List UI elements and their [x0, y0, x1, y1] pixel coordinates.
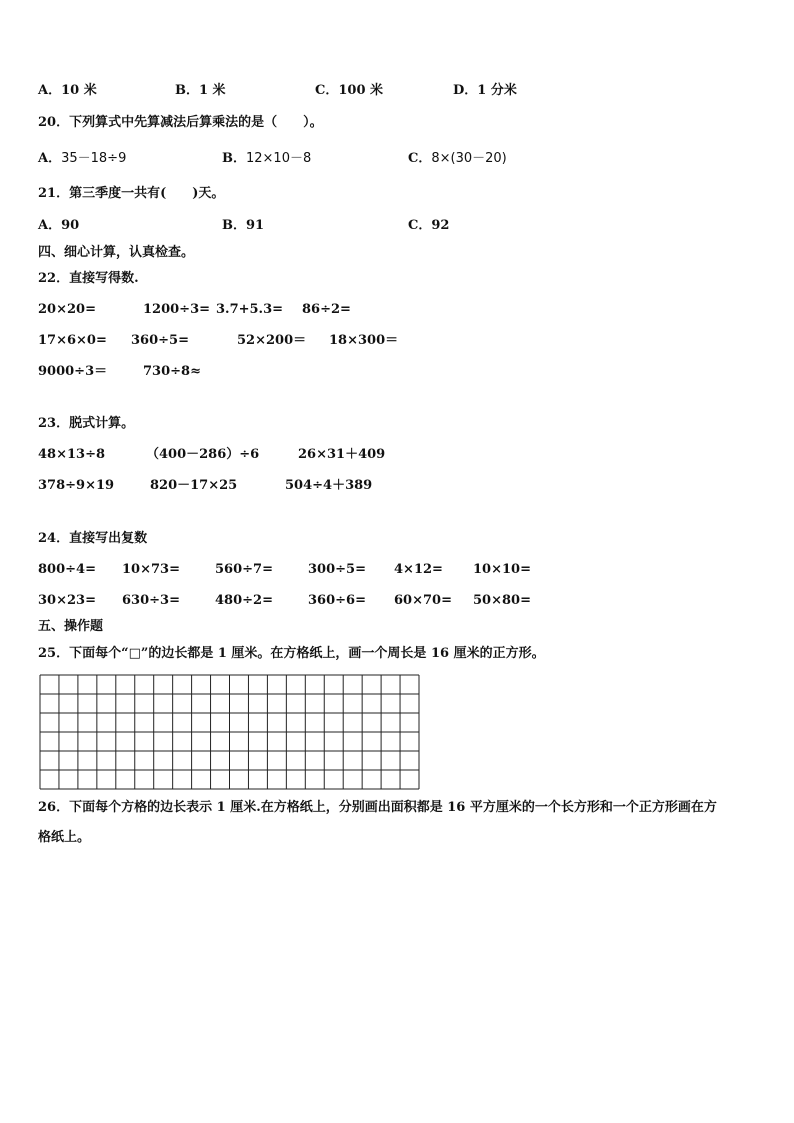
- q24-item: 4×12=: [394, 562, 443, 577]
- q24-item: 30×23=: [38, 593, 96, 608]
- q24-item: 10×73=: [122, 562, 180, 577]
- q22-item: 20×20=: [38, 302, 96, 317]
- q23-item: 26×31＋409: [298, 447, 386, 462]
- q23-item: 504÷4＋389: [285, 478, 373, 493]
- q20-option-a: [38, 151, 126, 167]
- section-5-title: 五、操作题: [38, 619, 104, 634]
- q24-item: 630÷3=: [122, 593, 180, 608]
- q22-item: 9000÷3＝: [38, 364, 108, 379]
- q21-option-a: A．90: [38, 218, 80, 233]
- q24-item: 560÷7=: [215, 562, 273, 577]
- q24-item: 50×80=: [473, 593, 531, 608]
- q24-item: 800÷4=: [38, 562, 96, 577]
- q23-item: 820－17×25: [150, 478, 238, 493]
- q20-option-b-expr: 12×10－8: [246, 151, 312, 166]
- q20-option-a-label: A．: [38, 151, 62, 166]
- q22-item: 86÷2=: [302, 302, 351, 317]
- q20-option-b: [222, 151, 311, 167]
- q20-option-a-expr: 35－18÷9: [61, 151, 127, 166]
- q19-option-a: A．10 米: [38, 83, 97, 98]
- q20-stem: 20．下列算式中先算减法后算乘法的是（ ）。: [38, 115, 323, 130]
- q22-item: 18×300＝: [329, 333, 399, 348]
- q20-option-c-label: C．: [408, 151, 432, 166]
- q24-item: 60×70=: [394, 593, 452, 608]
- q23-item: 378÷9×19: [38, 478, 115, 493]
- q20-option-c-expr: 8×(30－20): [431, 151, 507, 166]
- q24-item: 10×10=: [473, 562, 531, 577]
- q25-square-grid[interactable]: [39, 674, 420, 790]
- q20-option-c: [408, 151, 507, 167]
- q26-stem-line-1: 26．下面每个方格的边长表示 1 厘米.在方格纸上，分别画出面积都是 16 平方厘米的一个长方形和一个正方形画在方: [38, 800, 717, 815]
- q20-option-b-label: B．: [222, 151, 246, 166]
- q22-item: 17×6×0=: [38, 333, 107, 348]
- q22-item: 52×200＝: [237, 333, 307, 348]
- q19-option-c: C．100 米: [315, 83, 384, 98]
- q19-option-d: D．1 分米: [453, 83, 517, 98]
- q22-item: 1200÷3=: [143, 302, 211, 317]
- q23-item: （400－286）÷6: [146, 447, 260, 462]
- q22-item: 730÷8≈: [143, 364, 201, 379]
- q21-option-c: C．92: [408, 218, 450, 233]
- q24-item: 360÷6=: [308, 593, 366, 608]
- q25-stem: 25．下面每个“□”的边长都是 1 厘米。在方格纸上，画一个周长是 16 厘米的正方形。: [38, 646, 545, 661]
- q24-item: 300÷5=: [308, 562, 366, 577]
- q26-stem-line-2: 格纸上。: [38, 830, 91, 845]
- q22-item: 3.7+5.3=: [216, 302, 284, 317]
- q23-item: 48×13÷8: [38, 447, 106, 462]
- q19-option-b: B．1 米: [175, 83, 226, 98]
- q24-stem: 24．直接写出复数: [38, 531, 148, 546]
- q21-stem: 21．第三季度一共有( )天。: [38, 186, 225, 201]
- section-4-title: 四、细心计算，认真检查。: [38, 245, 195, 260]
- q21-option-b: B．91: [222, 218, 265, 233]
- q22-stem: 22．直接写得数.: [38, 271, 139, 286]
- q22-item: 360÷5=: [131, 333, 189, 348]
- q24-item: 480÷2=: [215, 593, 273, 608]
- q23-stem: 23．脱式计算。: [38, 416, 135, 431]
- q26-stem: [38, 793, 717, 853]
